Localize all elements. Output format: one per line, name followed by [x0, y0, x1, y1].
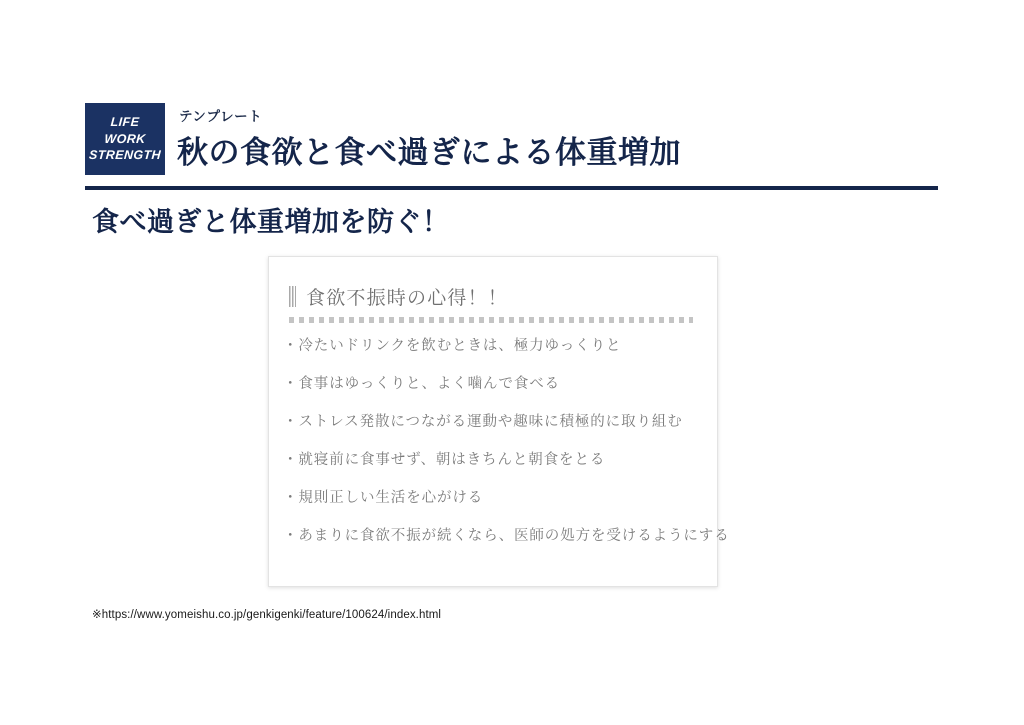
card-title-accent-icon	[289, 286, 296, 307]
logo-line-3: STRENGTH	[88, 148, 162, 163]
header-kicker: テンプレート	[179, 109, 263, 124]
list-item: ・あまりに食欲不振が続くなら、医師の処方を受けるようにする	[283, 527, 730, 544]
list-item: ・食事はゆっくりと、よく噛んで食べる	[283, 375, 561, 392]
list-item: ・ストレス発散につながる運動や趣味に積極的に取り組む	[283, 413, 683, 430]
brand-logo	[85, 103, 165, 175]
slide-header	[85, 103, 940, 175]
list-item: ・就寝前に食事せず、朝はきちんと朝食をとる	[283, 451, 606, 468]
content-card	[268, 256, 730, 587]
card-title: 食欲不振時の心得！！	[306, 288, 509, 309]
card-title-row	[289, 283, 508, 310]
list-item: ・規則正しい生活を心がける	[283, 489, 484, 506]
page-title: 秋の食欲と食べ過ぎによる体重増加	[177, 135, 681, 170]
header-divider	[85, 186, 938, 190]
card-divider	[289, 317, 693, 323]
logo-line-1: LIFE	[110, 115, 140, 130]
card-list	[283, 338, 730, 567]
logo-line-2: WORK	[103, 131, 147, 146]
list-item: ・冷たいドリンクを飲むときは、極力ゆっくりと	[283, 338, 622, 354]
section-subheading: 食べ過ぎと体重増加を防ぐ！	[92, 207, 450, 237]
source-note: ※https://www.yomeishu.co.jp/genkigenki/feature/100624/index.html	[92, 609, 442, 621]
